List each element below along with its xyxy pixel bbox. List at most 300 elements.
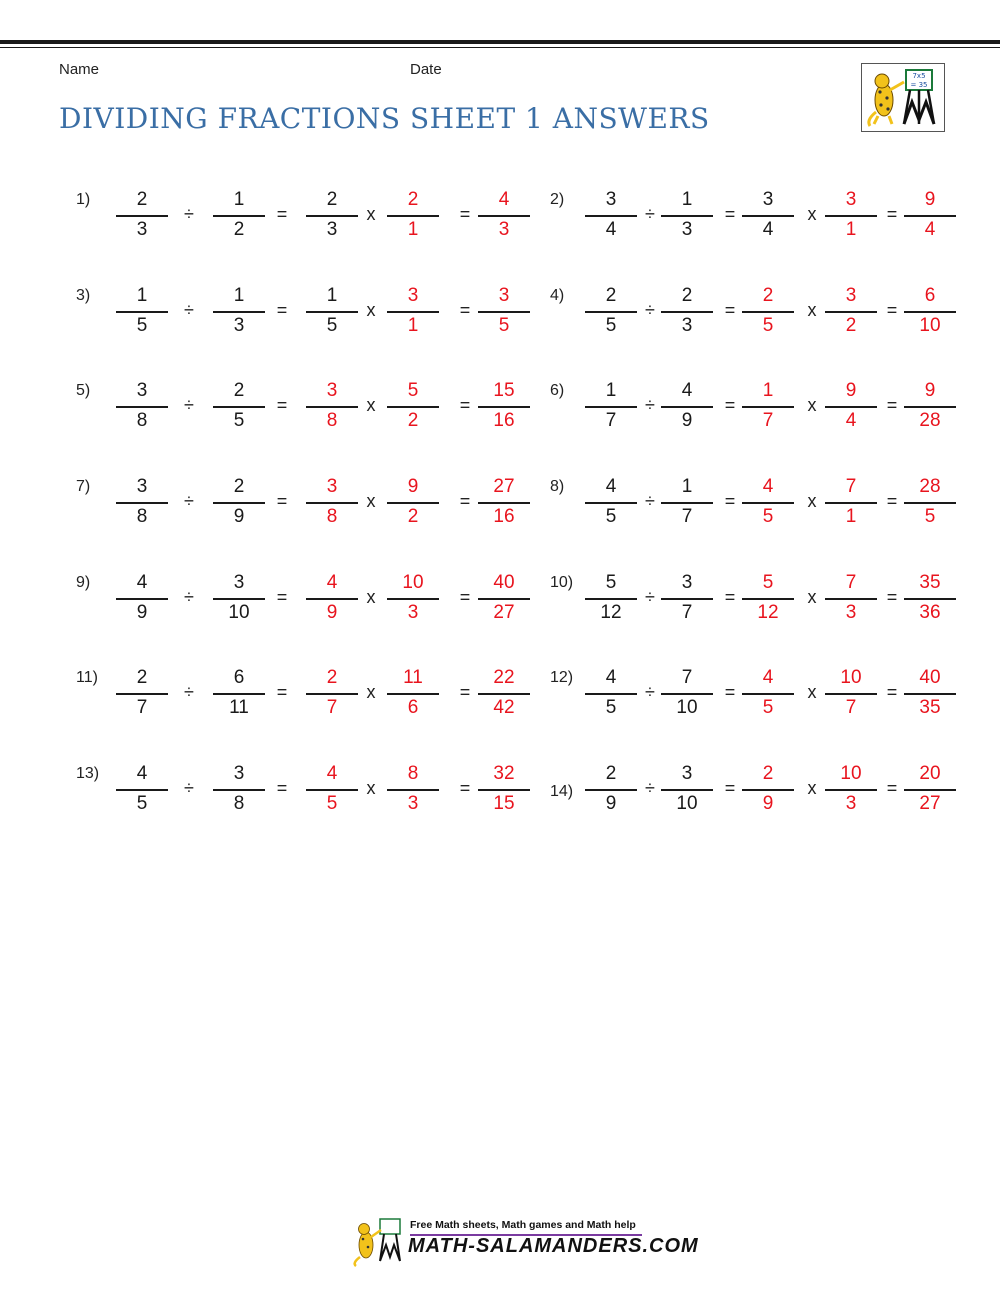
numerator: 3 — [605, 189, 617, 210]
denominator: 8 — [136, 410, 148, 431]
fraction-bar — [387, 598, 439, 600]
problem-13 — [76, 761, 546, 821]
dividend-fraction — [116, 378, 168, 438]
times-sign: x — [366, 778, 376, 798]
denominator: 3 — [136, 219, 148, 240]
fraction-bar — [904, 789, 956, 791]
numerator: 6 — [924, 285, 936, 306]
fraction-bar — [904, 311, 956, 313]
divide-sign: ÷ — [184, 491, 194, 511]
numerator: 2 — [762, 763, 774, 784]
numerator: 27 — [493, 476, 515, 497]
divide-sign: ÷ — [645, 491, 655, 511]
problem-number: 10) — [550, 574, 574, 591]
reciprocal-fraction — [387, 570, 439, 630]
numerator: 32 — [493, 763, 515, 784]
fraction-bar — [585, 789, 637, 791]
equals-sign: = — [724, 682, 736, 702]
denominator: 8 — [136, 506, 148, 527]
problem-3 — [76, 283, 546, 343]
problem-number: 11) — [76, 669, 98, 686]
problem-8 — [550, 474, 1000, 534]
equals-sign: = — [276, 300, 288, 320]
denominator: 7 — [845, 697, 857, 718]
fraction-bar — [904, 693, 956, 695]
numerator: 7 — [681, 667, 693, 688]
fraction-bar — [742, 693, 794, 695]
answer-fraction — [478, 378, 530, 438]
numerator: 4 — [136, 572, 148, 593]
equals-sign: = — [886, 395, 898, 415]
denominator: 7 — [681, 602, 693, 623]
fraction-bar — [742, 502, 794, 504]
reciprocal-fraction — [387, 187, 439, 247]
fraction-bar — [478, 693, 530, 695]
denominator: 3 — [681, 315, 693, 336]
fraction-bar — [306, 789, 358, 791]
equals-sign: = — [886, 587, 898, 607]
times-sign: x — [807, 778, 817, 798]
fraction-bar — [116, 693, 168, 695]
equals-sign: = — [459, 491, 471, 511]
numerator: 2 — [681, 285, 693, 306]
numerator: 9 — [924, 189, 936, 210]
answer-fraction — [478, 665, 530, 725]
fraction-bar — [585, 693, 637, 695]
dividend-fraction — [585, 283, 637, 343]
denominator: 27 — [919, 793, 941, 814]
equals-sign: = — [886, 682, 898, 702]
fraction-bar — [387, 215, 439, 217]
equals-sign: = — [724, 395, 736, 415]
numerator: 4 — [498, 189, 510, 210]
footer-branding — [350, 1217, 699, 1267]
numerator: 10 — [840, 667, 862, 688]
divisor-fraction — [661, 665, 713, 725]
dividend-fraction — [585, 474, 637, 534]
problem-number: 5) — [76, 382, 91, 399]
rewritten-fraction — [306, 187, 358, 247]
numerator: 3 — [233, 763, 245, 784]
denominator: 10 — [676, 793, 698, 814]
answer-fraction — [904, 570, 956, 630]
denominator: 9 — [233, 506, 245, 527]
numerator: 10 — [402, 572, 424, 593]
numerator: 40 — [493, 572, 515, 593]
denominator: 4 — [605, 219, 617, 240]
numerator: 4 — [762, 667, 774, 688]
problem-number: 4) — [550, 287, 565, 304]
numerator: 20 — [919, 763, 941, 784]
rewritten-fraction — [306, 665, 358, 725]
fraction-bar — [825, 502, 877, 504]
numerator: 4 — [326, 763, 338, 784]
fraction-bar — [661, 311, 713, 313]
fraction-bar — [585, 406, 637, 408]
divide-sign: ÷ — [645, 682, 655, 702]
answer-fraction — [478, 187, 530, 247]
fraction-bar — [825, 598, 877, 600]
numerator: 4 — [136, 763, 148, 784]
denominator: 1 — [407, 219, 419, 240]
denominator: 12 — [757, 602, 779, 623]
numerator: 3 — [681, 572, 693, 593]
divisor-fraction — [213, 187, 265, 247]
numerator: 9 — [924, 380, 936, 401]
numerator: 3 — [136, 476, 148, 497]
answer-fraction — [904, 665, 956, 725]
equals-sign: = — [724, 204, 736, 224]
divide-sign: ÷ — [645, 300, 655, 320]
fraction-bar — [585, 311, 637, 313]
fraction-bar — [478, 598, 530, 600]
denominator: 5 — [762, 315, 774, 336]
dividend-fraction — [116, 474, 168, 534]
fraction-bar — [478, 311, 530, 313]
footer-tagline: Free Math sheets, Math games and Math help — [410, 1219, 636, 1231]
denominator: 8 — [326, 410, 338, 431]
numerator: 1 — [233, 189, 245, 210]
rewritten-fraction — [742, 665, 794, 725]
denominator: 8 — [233, 793, 245, 814]
fraction-bar — [213, 502, 265, 504]
logo-board-text-1: 7x5 — [912, 72, 926, 80]
numerator: 7 — [845, 572, 857, 593]
fraction-bar — [661, 215, 713, 217]
fraction-bar — [387, 311, 439, 313]
reciprocal-fraction — [387, 474, 439, 534]
answer-fraction — [478, 761, 530, 821]
problem-14 — [550, 761, 1000, 821]
problem-5 — [76, 378, 546, 438]
problem-number: 3) — [76, 287, 91, 304]
fraction-bar — [742, 311, 794, 313]
denominator: 3 — [407, 602, 419, 623]
numerator: 3 — [498, 285, 510, 306]
fraction-bar — [306, 693, 358, 695]
problem-2 — [550, 187, 1000, 247]
numerator: 2 — [762, 285, 774, 306]
fraction-bar — [661, 406, 713, 408]
fraction-bar — [742, 598, 794, 600]
denominator: 36 — [919, 602, 941, 623]
numerator: 2 — [605, 763, 617, 784]
divisor-fraction — [661, 761, 713, 821]
problem-10 — [550, 570, 1000, 630]
denominator: 5 — [498, 315, 510, 336]
fraction-bar — [585, 598, 637, 600]
dividend-fraction — [585, 570, 637, 630]
numerator: 4 — [605, 476, 617, 497]
denominator: 7 — [326, 697, 338, 718]
fraction-bar — [661, 598, 713, 600]
fraction-bar — [585, 215, 637, 217]
problem-number: 2) — [550, 191, 565, 208]
page-title: DIVIDING FRACTIONS SHEET 1 ANSWERS — [59, 102, 710, 135]
numerator: 2 — [233, 476, 245, 497]
denominator: 3 — [407, 793, 419, 814]
dividend-fraction — [116, 570, 168, 630]
numerator: 1 — [681, 476, 693, 497]
equals-sign: = — [886, 300, 898, 320]
divide-sign: ÷ — [184, 778, 194, 798]
reciprocal-fraction — [825, 665, 877, 725]
denominator: 9 — [681, 410, 693, 431]
denominator: 3 — [498, 219, 510, 240]
denominator: 1 — [845, 506, 857, 527]
denominator: 6 — [407, 697, 419, 718]
divisor-fraction — [661, 283, 713, 343]
divide-sign: ÷ — [184, 204, 194, 224]
problem-11 — [76, 665, 546, 725]
reciprocal-fraction — [387, 378, 439, 438]
divisor-fraction — [213, 665, 265, 725]
equals-sign: = — [459, 395, 471, 415]
numerator: 5 — [762, 572, 774, 593]
divide-sign: ÷ — [645, 395, 655, 415]
problem-number: 12) — [550, 669, 574, 686]
denominator: 35 — [919, 697, 941, 718]
dividend-fraction — [585, 665, 637, 725]
denominator: 5 — [326, 793, 338, 814]
fraction-bar — [742, 215, 794, 217]
fraction-bar — [116, 406, 168, 408]
answer-fraction — [478, 570, 530, 630]
denominator: 9 — [136, 602, 148, 623]
problem-1 — [76, 187, 546, 247]
dividend-fraction — [116, 283, 168, 343]
numerator: 4 — [326, 572, 338, 593]
problem-number: 14) — [550, 783, 574, 800]
times-sign: x — [366, 395, 376, 415]
fraction-bar — [213, 406, 265, 408]
footer-logo-icon — [350, 1217, 406, 1267]
numerator: 7 — [845, 476, 857, 497]
numerator: 2 — [326, 189, 338, 210]
denominator: 8 — [326, 506, 338, 527]
rewritten-fraction — [742, 474, 794, 534]
reciprocal-fraction — [825, 187, 877, 247]
numerator: 28 — [919, 476, 941, 497]
divide-sign: ÷ — [645, 204, 655, 224]
equals-sign: = — [276, 587, 288, 607]
denominator: 4 — [924, 219, 936, 240]
equals-sign: = — [724, 778, 736, 798]
rewritten-fraction — [306, 474, 358, 534]
numerator: 3 — [681, 763, 693, 784]
problem-number: 13) — [76, 765, 100, 782]
numerator: 2 — [136, 667, 148, 688]
divisor-fraction — [213, 283, 265, 343]
times-sign: x — [807, 587, 817, 607]
divisor-fraction — [661, 474, 713, 534]
numerator: 5 — [605, 572, 617, 593]
divide-sign: ÷ — [184, 682, 194, 702]
denominator: 5 — [605, 697, 617, 718]
numerator: 22 — [493, 667, 515, 688]
answer-fraction — [904, 474, 956, 534]
fraction-bar — [306, 311, 358, 313]
equals-sign: = — [459, 778, 471, 798]
answer-fraction — [904, 378, 956, 438]
fraction-bar — [904, 502, 956, 504]
problem-number: 9) — [76, 574, 91, 591]
rewritten-fraction — [742, 570, 794, 630]
problem-9 — [76, 570, 546, 630]
answer-fraction — [904, 187, 956, 247]
fraction-bar — [116, 598, 168, 600]
denominator: 7 — [136, 697, 148, 718]
denominator: 10 — [919, 315, 941, 336]
numerator: 3 — [407, 285, 419, 306]
numerator: 1 — [233, 285, 245, 306]
fraction-bar — [825, 693, 877, 695]
fraction-bar — [478, 406, 530, 408]
date-label: Date — [410, 61, 442, 78]
denominator: 9 — [326, 602, 338, 623]
denominator: 15 — [493, 793, 515, 814]
denominator: 3 — [845, 602, 857, 623]
numerator: 40 — [919, 667, 941, 688]
fraction-bar — [825, 311, 877, 313]
divide-sign: ÷ — [184, 587, 194, 607]
rewritten-fraction — [742, 761, 794, 821]
rewritten-fraction — [306, 570, 358, 630]
fraction-bar — [387, 789, 439, 791]
numerator: 3 — [326, 476, 338, 497]
fraction-bar — [213, 311, 265, 313]
denominator: 7 — [762, 410, 774, 431]
equals-sign: = — [886, 778, 898, 798]
divisor-fraction — [213, 570, 265, 630]
denominator: 10 — [228, 602, 250, 623]
numerator: 8 — [407, 763, 419, 784]
denominator: 5 — [326, 315, 338, 336]
numerator: 2 — [407, 189, 419, 210]
numerator: 4 — [681, 380, 693, 401]
rewritten-fraction — [742, 378, 794, 438]
fraction-bar — [825, 406, 877, 408]
denominator: 5 — [605, 506, 617, 527]
dividend-fraction — [116, 187, 168, 247]
numerator: 9 — [407, 476, 419, 497]
rewritten-fraction — [306, 378, 358, 438]
denominator: 4 — [762, 219, 774, 240]
equals-sign: = — [276, 491, 288, 511]
problem-6 — [550, 378, 1000, 438]
numerator: 4 — [762, 476, 774, 497]
answer-fraction — [904, 283, 956, 343]
equals-sign: = — [276, 682, 288, 702]
fraction-bar — [825, 789, 877, 791]
equals-sign: = — [459, 204, 471, 224]
equals-sign: = — [459, 587, 471, 607]
numerator: 4 — [605, 667, 617, 688]
numerator: 2 — [605, 285, 617, 306]
fraction-bar — [387, 693, 439, 695]
numerator: 1 — [762, 380, 774, 401]
logo-board-text-2: = 35 — [910, 81, 928, 89]
problem-7 — [76, 474, 546, 534]
denominator: 3 — [845, 793, 857, 814]
numerator: 11 — [403, 667, 423, 688]
numerator: 2 — [136, 189, 148, 210]
divisor-fraction — [213, 378, 265, 438]
denominator: 3 — [326, 219, 338, 240]
footer-site-name: MATH-SALAMANDERS.COM — [408, 1235, 699, 1257]
divisor-fraction — [661, 570, 713, 630]
fraction-bar — [213, 789, 265, 791]
equals-sign: = — [886, 491, 898, 511]
rewritten-fraction — [306, 283, 358, 343]
denominator: 5 — [762, 697, 774, 718]
denominator: 3 — [681, 219, 693, 240]
numerator: 3 — [762, 189, 774, 210]
times-sign: x — [807, 491, 817, 511]
answer-fraction — [478, 283, 530, 343]
divisor-fraction — [213, 474, 265, 534]
denominator: 11 — [229, 697, 249, 718]
equals-sign: = — [724, 491, 736, 511]
equals-sign: = — [459, 300, 471, 320]
denominator: 7 — [681, 506, 693, 527]
times-sign: x — [366, 204, 376, 224]
problem-number: 7) — [76, 478, 91, 495]
fraction-bar — [116, 789, 168, 791]
times-sign: x — [807, 682, 817, 702]
denominator: 42 — [493, 697, 515, 718]
numerator: 6 — [233, 667, 245, 688]
problem-number: 6) — [550, 382, 565, 399]
fraction-bar — [904, 215, 956, 217]
numerator: 1 — [605, 380, 617, 401]
reciprocal-fraction — [387, 665, 439, 725]
numerator: 2 — [233, 380, 245, 401]
denominator: 2 — [407, 506, 419, 527]
denominator: 5 — [762, 506, 774, 527]
fraction-bar — [306, 598, 358, 600]
dividend-fraction — [585, 378, 637, 438]
denominator: 5 — [233, 410, 245, 431]
numerator: 9 — [845, 380, 857, 401]
times-sign: x — [366, 491, 376, 511]
answer-fraction — [904, 761, 956, 821]
denominator: 28 — [919, 410, 941, 431]
denominator: 2 — [845, 315, 857, 336]
rewritten-fraction — [742, 187, 794, 247]
fraction-bar — [306, 406, 358, 408]
fraction-bar — [585, 502, 637, 504]
denominator: 2 — [407, 410, 419, 431]
divide-sign: ÷ — [645, 778, 655, 798]
reciprocal-fraction — [825, 761, 877, 821]
equals-sign: = — [276, 204, 288, 224]
fraction-bar — [116, 502, 168, 504]
numerator: 5 — [407, 380, 419, 401]
numerator: 1 — [326, 285, 338, 306]
denominator: 27 — [493, 602, 515, 623]
equals-sign: = — [724, 587, 736, 607]
rewritten-fraction — [742, 283, 794, 343]
denominator: 5 — [924, 506, 936, 527]
denominator: 1 — [845, 219, 857, 240]
problem-4 — [550, 283, 1000, 343]
numerator: 1 — [136, 285, 148, 306]
denominator: 12 — [600, 602, 622, 623]
fraction-bar — [213, 598, 265, 600]
fraction-bar — [387, 406, 439, 408]
times-sign: x — [366, 587, 376, 607]
